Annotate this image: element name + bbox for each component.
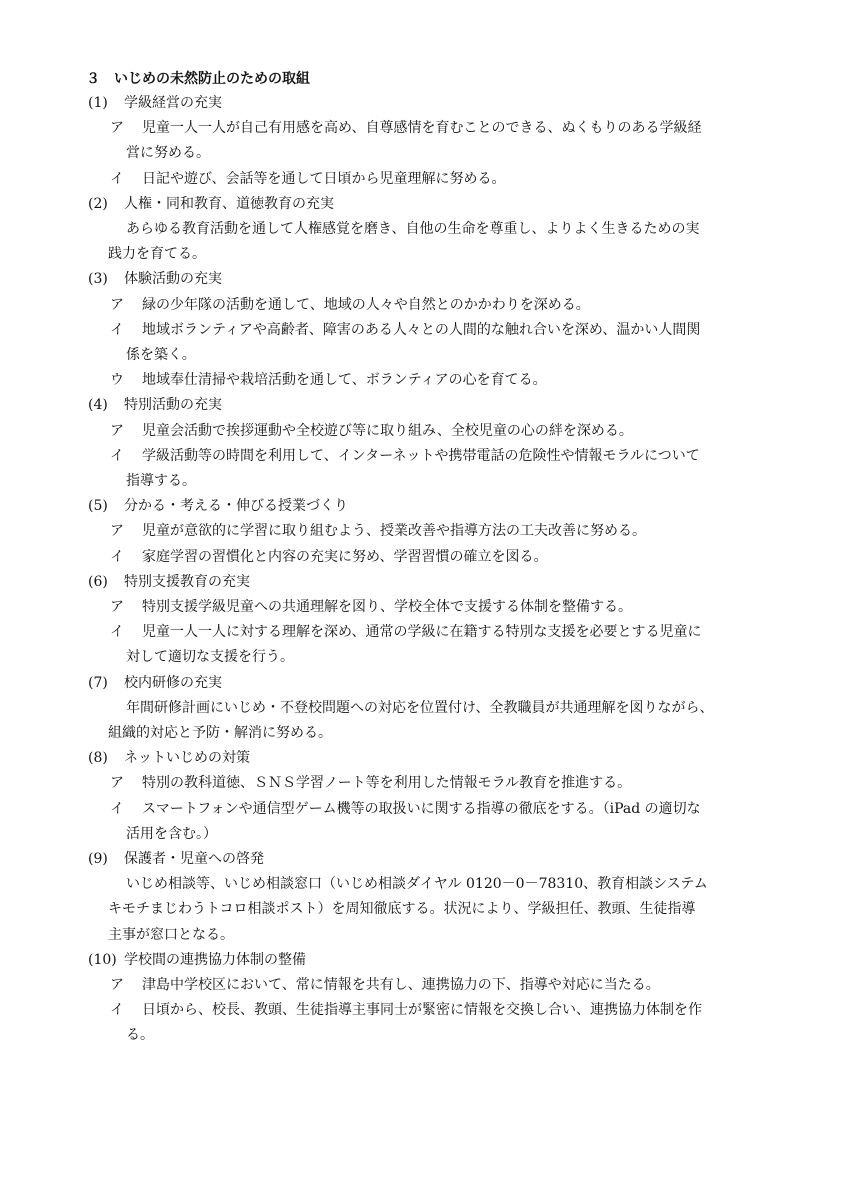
- section-number: (10): [88, 951, 117, 968]
- item-text: 地域奉仕清掃や栽培活動を通して、ボランティアの心を育てる。: [142, 372, 547, 389]
- item-marker: ア: [110, 422, 124, 439]
- item-text: 日記や遊び、会話等を通して日頃から児童理解に努める。: [142, 170, 506, 187]
- list-item-continuation: [126, 344, 196, 366]
- item-text: 児童一人一人が自己有用感を高め、自尊感情を育むことのできる、ぬくもりのある学級経: [142, 120, 702, 137]
- item-marker: イ: [110, 170, 124, 187]
- section-number: (6): [88, 573, 108, 590]
- list-item-continuation: [126, 142, 210, 164]
- list-item: [110, 798, 701, 820]
- section-number: (1): [88, 95, 108, 111]
- item-text: 係を築く。: [126, 347, 196, 363]
- paragraph-text: キモチまじわうトコロ相談ポスト）を周知徹底する。状況により、学級担任、教頭、生徒指導: [108, 901, 696, 918]
- item-marker: ア: [110, 977, 124, 993]
- section-paragraph-line: [108, 898, 695, 920]
- paragraph-text: 年間研修計画にいじめ・不登校問題への対応を位置付け、全教職員が共通理解を図りながら、: [126, 699, 714, 716]
- item-text: 津島中学校区において、常に情報を共有し、連携協力の下、指導や対応に当たる。: [142, 977, 660, 993]
- section-paragraph-line: [108, 722, 332, 744]
- section-title: 保護者・児童への啓発: [124, 851, 264, 867]
- list-item-continuation: [126, 1024, 154, 1046]
- item-marker: ア: [110, 120, 124, 137]
- section-number: (9): [88, 851, 108, 867]
- section-heading: [88, 495, 348, 517]
- list-item-continuation: [126, 470, 196, 492]
- section-paragraph-line: [126, 697, 713, 719]
- list-item: [110, 546, 547, 568]
- list-item: [110, 117, 701, 139]
- page-title: ３ いじめの未然防止のための取組: [86, 71, 310, 87]
- section-title: 特別活動の充実: [124, 397, 222, 414]
- list-item: [110, 999, 702, 1021]
- section-title: ネットいじめの対策: [124, 750, 250, 767]
- paragraph-text: 組織的対応と予防・解消に努める。: [108, 725, 332, 741]
- section-heading: [88, 193, 334, 215]
- section-paragraph-line: [108, 243, 206, 265]
- item-text: 児童が意欲的に学習に取り組むよう、授業改善や指導方法の工夫改善に努める。: [142, 523, 646, 540]
- item-text: 児童一人一人に対する理解を深め、通常の学級に在籍する特別な支援を必要とする児童に: [142, 624, 702, 641]
- item-marker: ア: [110, 599, 124, 615]
- paragraph-text: 主事が窓口となる。: [108, 926, 234, 943]
- section-heading: [88, 672, 222, 694]
- item-text: 対して適切な支援を行う。: [126, 649, 294, 666]
- item-text: 家庭学習の習慣化と内容の充実に努め、学習習慣の確立を図る。: [142, 548, 548, 565]
- item-text: 児童会活動で挨拶運動や全校遊び等に取り組み、全校児童の心の絆を深める。: [142, 422, 633, 439]
- list-item: [110, 319, 700, 341]
- section-paragraph-line: [126, 218, 699, 240]
- section-paragraph-line: [126, 873, 708, 895]
- section-heading: [88, 268, 222, 290]
- item-marker: イ: [110, 624, 124, 641]
- item-marker: ア: [110, 523, 124, 540]
- section-title: 校内研修の充実: [124, 674, 222, 691]
- item-text: 地域ボランティアや高齢者、障害のある人々との人間的な触れ合いを深め、温かい人間関: [142, 321, 701, 338]
- list-item: [110, 772, 631, 794]
- list-item: [110, 621, 701, 643]
- item-text: る。: [126, 1027, 154, 1044]
- section-title: 学校間の連携協力体制の整備: [124, 951, 306, 968]
- list-item: [110, 369, 547, 391]
- item-marker: イ: [110, 321, 124, 338]
- section-number: (4): [88, 397, 108, 414]
- section-number: (3): [88, 271, 108, 288]
- item-text: 緑の少年隊の活動を通して、地域の人々や自然とのかかわりを深める。: [142, 296, 590, 313]
- item-marker: ア: [110, 775, 124, 792]
- list-item: [110, 420, 633, 442]
- item-marker: イ: [110, 548, 124, 565]
- section-heading: [88, 949, 306, 971]
- paragraph-text: いじめ相談等、いじめ相談窓口（いじめ相談ダイヤル 0120－0－78310、教育相談システム: [126, 876, 708, 893]
- paragraph-text: 践力を育てる。: [108, 246, 206, 263]
- item-text: 日頃から、校長、教頭、生徒指導主事同士が緊密に情報を交換し合い、連携協力体制を作: [142, 1002, 702, 1019]
- section-title: 特別支援教育の充実: [124, 573, 250, 590]
- list-item: [110, 445, 700, 467]
- paragraph-text: あらゆる教育活動を通して人権感覚を磨き、自他の生命を尊重し、よりよく生きるための実: [126, 221, 700, 237]
- section-title: 人権・同和教育、道徳教育の充実: [124, 195, 334, 212]
- section-number: (5): [88, 498, 108, 515]
- item-text: 特別支援学級児童への共通理解を図り、学校全体で支援する体制を整備する。: [142, 599, 632, 615]
- item-text: スマートフォンや通信型ゲーム機等の取扱いに関する指導の徹底をする。（iPad の適切な: [142, 800, 701, 817]
- item-text: 特別の教科道徳、ＳＮＳ学習ノート等を利用した情報モラル教育を推進する。: [142, 775, 632, 792]
- item-text: 活用を含む。）: [126, 825, 217, 842]
- section-title: 分かる・考える・伸びる授業づくり: [124, 498, 348, 515]
- item-marker: ア: [110, 296, 124, 313]
- item-marker: イ: [110, 447, 124, 464]
- item-marker: ウ: [110, 372, 124, 389]
- item-text: 指導する。: [126, 473, 196, 489]
- item-marker: イ: [110, 1002, 124, 1019]
- item-marker: イ: [110, 800, 124, 817]
- item-text: 学級活動等の時間を利用して、インターネットや携帯電話の危険性や情報モラルについて: [142, 447, 700, 464]
- list-item: [110, 974, 660, 996]
- section-heading: [88, 747, 250, 769]
- section-number: (7): [88, 674, 108, 691]
- list-item: [110, 520, 646, 542]
- section-title: 学級経営の充実: [124, 95, 222, 111]
- list-item: [110, 168, 505, 190]
- section-paragraph-line: [108, 924, 234, 946]
- section-heading: [88, 571, 250, 593]
- section-title: 体験活動の充実: [124, 271, 222, 288]
- list-item: [110, 294, 590, 316]
- list-item: [110, 596, 632, 618]
- item-text: 営に努める。: [126, 145, 210, 162]
- list-item-continuation: [126, 646, 294, 668]
- section-heading: [88, 394, 222, 416]
- section-heading: [88, 848, 264, 870]
- section-number: (8): [88, 750, 108, 767]
- section-heading: [88, 92, 222, 114]
- list-item-continuation: [126, 823, 217, 845]
- section-number: (2): [88, 195, 108, 212]
